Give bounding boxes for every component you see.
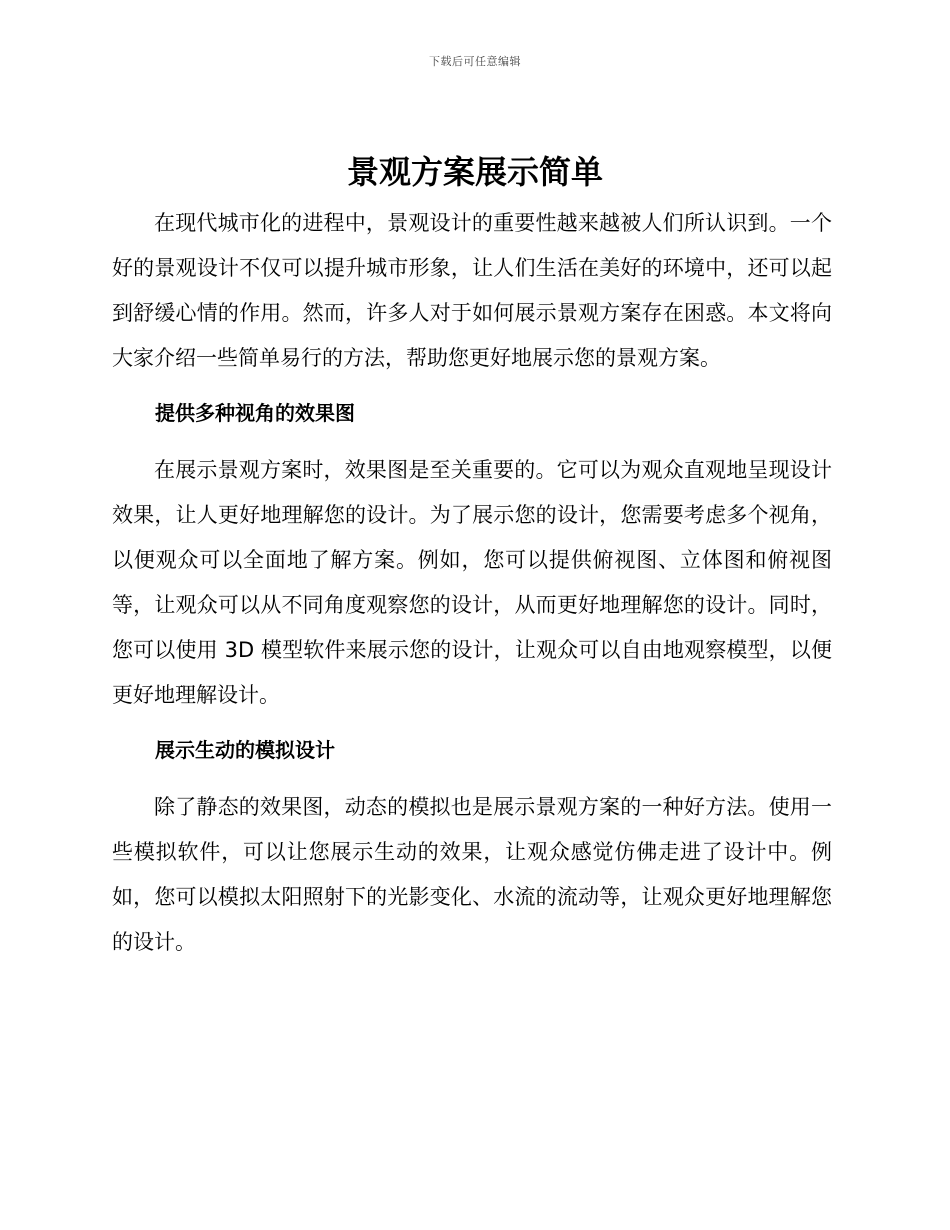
- page-header-note: 下载后可任意编辑: [429, 55, 521, 68]
- section-heading-simulation: 展示生动的模拟设计: [155, 738, 335, 762]
- document-body: [112, 201, 832, 965]
- section-heading-perspectives: 提供多种视角的效果图: [155, 401, 355, 425]
- section-paragraph-perspectives: 在展示景观方案时，效果图是至关重要的。它可以为观众直观地呈现设计效果，让人更好地理解您的设计。为了展示您的设计，您需要考虑多个视角，以便观众可以全面地了解方案。例如，您可以提供俯视图、立体图和俯视图等，让观众可以从不同角度观察您的设计，从而更好地理解您的设计。同时，您可以使用 3D 模型软件来展示您的设计，让观众可以自由地观察模型，以便更好地理解设计。: [112, 458, 832, 707]
- document-title: 景观方案展示简单: [346, 153, 603, 191]
- intro-paragraph: 在现代城市化的进程中，景观设计的重要性越来越被人们所认识到。一个好的景观设计不仅可以提升城市形象，让人们生活在美好的环境中，还可以起到舒缓心情的作用。然而，许多人对于如何展示景观方案存在困惑。本文将向大家介绍一些简单易行的方法，帮助您更好地展示您的景观方案。: [112, 211, 832, 370]
- section-paragraph-simulation: 除了静态的效果图，动态的模拟也是展示景观方案的一种好方法。使用一些模拟软件，可以让您展示生动的效果，让观众感觉仿佛走进了设计中。例如，您可以模拟太阳照射下的光影变化、水流的流动等，让观众更好地理解您的设计。: [112, 795, 832, 954]
